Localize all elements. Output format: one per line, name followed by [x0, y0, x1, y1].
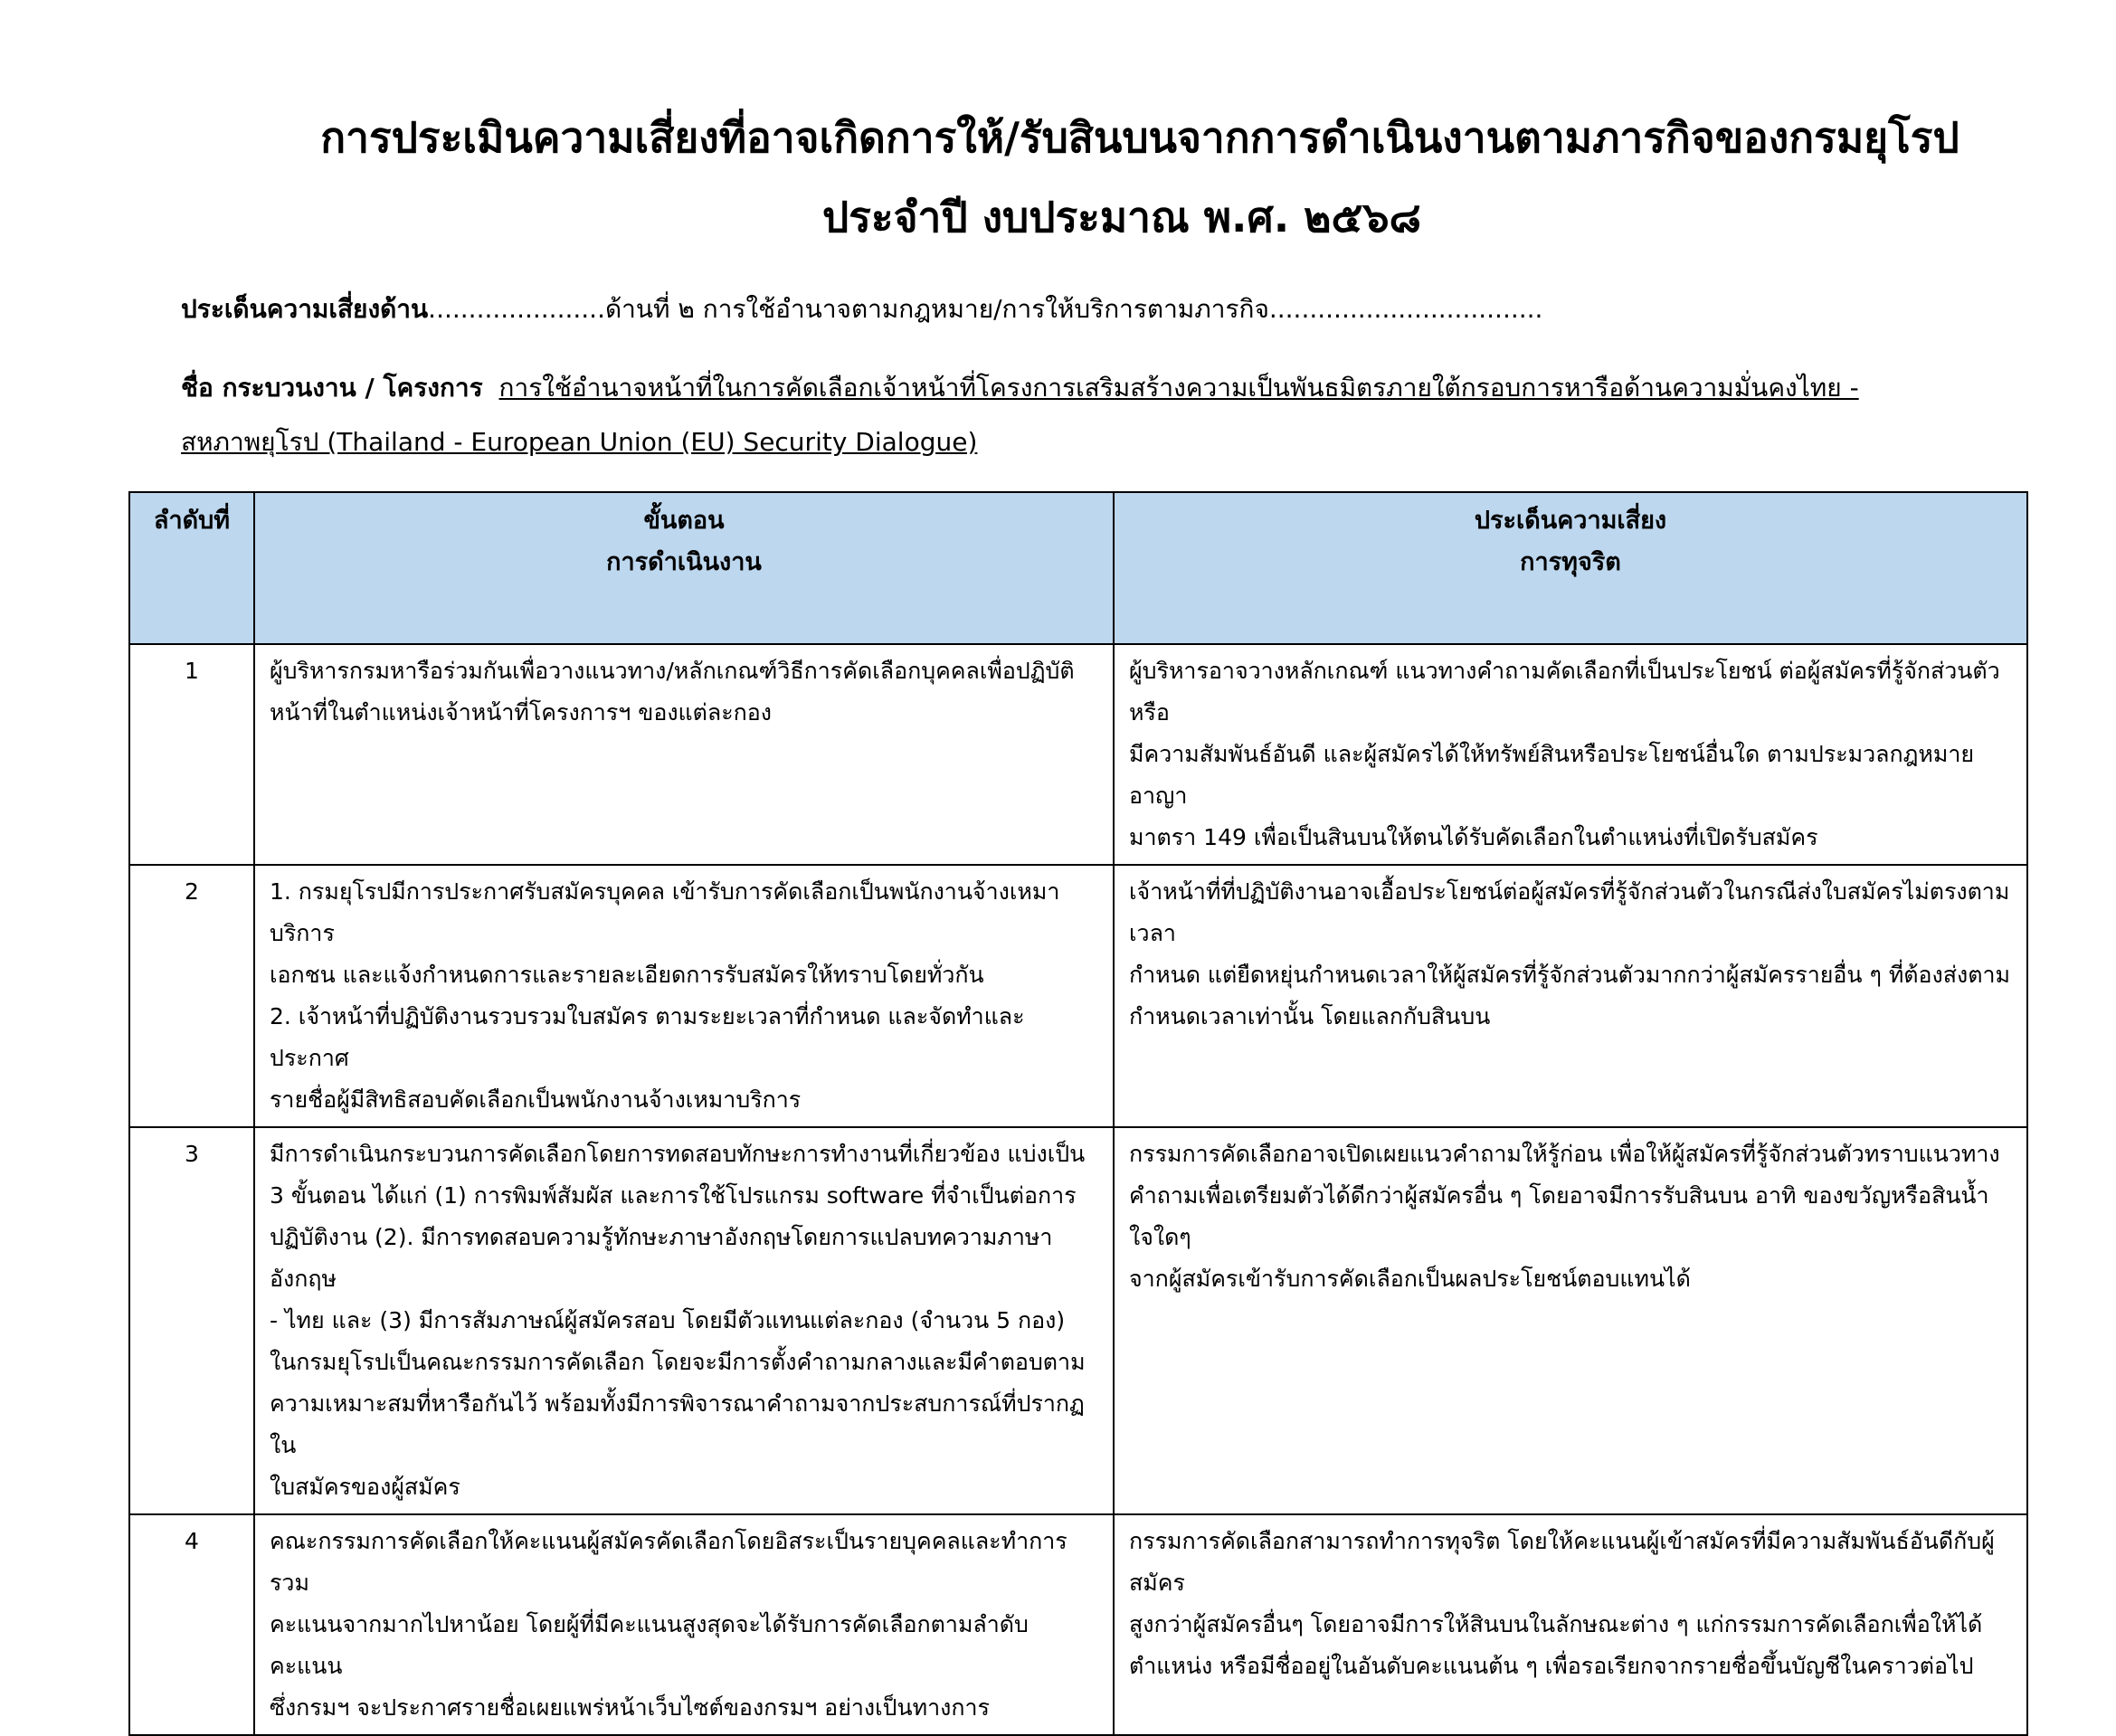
- risk-text-line: กรรมการคัดเลือกอาจเปิดเผยแนวคำถามให้รู้ก่อน เพื่อให้ผู้สมัครที่รู้จักส่วนตัวทราบแนวทาง: [1129, 1141, 2000, 1167]
- step-text-line: 3 ขั้นตอน ได้แก่ (1) การพิมพ์สัมผัส และการใช้โปรแกรม software ที่จำเป็นต่อการ: [270, 1182, 1077, 1209]
- risk-text-line: มาตรา 149 เพื่อเป็นสินบนให้ตนได้รับคัดเลือกในตำแหน่งที่เปิดรับสมัคร: [1129, 824, 1818, 850]
- step-text-line: ผู้บริหารกรมหารือร่วมกันเพื่อวางแนวทาง/หลักเกณฑ์วิธีการคัดเลือกบุคคลเพื่อปฏิบัติ: [270, 658, 1075, 684]
- table-row: [129, 1514, 2027, 1735]
- risk-text-line: จากผู้สมัครเข้ารับการคัดเลือกเป็นผลประโยชน์ตอบแทนได้: [1129, 1266, 1691, 1292]
- step-text-line: รายชื่อผู้มีสิทธิสอบคัดเลือกเป็นพนักงานจ้างเหมาบริการ: [270, 1086, 802, 1113]
- row-number: 3: [129, 1127, 254, 1514]
- risk-text-line: คำถามเพื่อเตรียมตัวได้ดีกว่าผู้สมัครอื่น ๆ โดยอาจมีการรับสินบน อาทิ ของขวัญหรือสินน้ำใจใดๆ: [1129, 1182, 1989, 1250]
- process-value-line1: การใช้อำนาจหน้าที่ในการคัดเลือกเจ้าหน้าที่โครงการเสริมสร้างความเป็นพันธมิตรภายใต้กรอบการหารือด้านความมั่นคงไทย -: [498, 373, 1859, 403]
- risk-area-label: ประเด็นความเสี่ยงด้าน: [181, 294, 429, 324]
- risk-text-line: กำหนด แต่ยืดหยุ่นกำหนดเวลาให้ผู้สมัครที่รู้จักส่วนตัวมากกว่าผู้สมัครรายอื่น ๆ ที่ต้องส่งตาม: [1129, 962, 2010, 988]
- row-risk: [1114, 1514, 2027, 1735]
- row-risk: [1114, 865, 2027, 1127]
- risk-text-line: เจ้าหน้าที่ที่ปฏิบัติงานอาจเอื้อประโยชน์ต่อผู้สมัครที่รู้จักส่วนตัวในกรณีส่งใบสมัครไม่ตรงตามเวลา: [1129, 878, 2010, 946]
- step-text-line: คณะกรรมการคัดเลือกให้คะแนนผู้สมัครคัดเลือกโดยอิสระเป็นรายบุคคลและทำการรวม: [270, 1528, 1067, 1596]
- process-line: [181, 366, 1859, 410]
- step-text-line: ซึ่งกรมฯ จะประกาศรายชื่อเผยแพร่หน้าเว็บไซต์ของกรมฯ อย่างเป็นทางการ: [270, 1694, 990, 1721]
- header-step: ขั้นตอน การดำเนินงาน: [254, 492, 1114, 644]
- process-value-line2: สหภาพยุโรป (Thailand - European Union (EU) Security Dialogue): [181, 427, 978, 457]
- row-number: 2: [129, 865, 254, 1127]
- row-step: [254, 1514, 1114, 1735]
- row-step: [254, 644, 1114, 865]
- risk-text-line: ผู้บริหารอาจวางหลักเกณฑ์ แนวทางคำถามคัดเลือกที่เป็นประโยชน์ ต่อผู้สมัครที่รู้จักส่วนตัวหรือ: [1129, 658, 2000, 726]
- step-text-line: - ไทย และ (3) มีการสัมภาษณ์ผู้สมัครสอบ โดยมีตัวแทนแต่ละกอง (จำนวน 5 กอง): [270, 1307, 1066, 1333]
- step-text-line: ใบสมัครของผู้สมัคร: [270, 1474, 460, 1500]
- risk-text-line: กำหนดเวลาเท่านั้น โดยแลกกับสินบน: [1129, 1003, 1491, 1029]
- risk-area-value: ......................ด้านที่ ๒ การใช้อำนาจตามกฎหมาย/การให้บริการตามภารกิจ..................................: [428, 294, 1543, 324]
- step-text-line: เอกชน และแจ้งกำหนดการและรายละเอียดการรับสมัครให้ทราบโดยทั่วกัน: [270, 962, 984, 988]
- row-step: [254, 1127, 1114, 1514]
- table-header-row: [129, 492, 2027, 644]
- header-risk: ประเด็นความเสี่ยง การทุจริต: [1114, 492, 2027, 644]
- step-text-line: 2. เจ้าหน้าที่ปฏิบัติงานรวบรวมใบสมัคร ตามระยะเวลาที่กำหนด และจัดทำและประกาศ: [270, 1003, 1025, 1071]
- risk-text-line: มีความสัมพันธ์อันดี และผู้สมัครได้ให้ทรัพย์สินหรือประโยชน์อื่นใด ตามประมวลกฎหมายอาญา: [1129, 741, 1975, 809]
- row-number: 1: [129, 644, 254, 865]
- step-text-line: มีการดำเนินกระบวนการคัดเลือกโดยการทดสอบทักษะการทำงานที่เกี่ยวข้อง แบ่งเป็น: [270, 1141, 1086, 1167]
- step-text-line: ปฏิบัติงาน (2). มีการทดสอบความรู้ทักษะภาษาอังกฤษโดยการแปลบทความภาษาอังกฤษ: [270, 1224, 1053, 1292]
- table-row: [129, 644, 2027, 865]
- row-risk: [1114, 1127, 2027, 1514]
- step-text-line: คะแนนจากมากไปหาน้อย โดยผู้ที่มีคะแนนสูงสุดจะได้รับการคัดเลือกตามลำดับคะแนน: [270, 1611, 1029, 1679]
- risk-area-line: [181, 288, 1542, 331]
- document-title-line1: การประเมินความเสี่ยงที่อาจเกิดการให้/รับสินบนจากการดำเนินงานตามภารกิจของกรมยุโรป: [320, 113, 1959, 162]
- header-order: ลำดับที่: [129, 492, 254, 644]
- step-text-line: ในกรมยุโรปเป็นคณะกรรมการคัดเลือก โดยจะมีการตั้งคำถามกลางและมีคำตอบตาม: [270, 1349, 1086, 1375]
- row-number: 4: [129, 1514, 254, 1735]
- risk-text-line: ตำแหน่ง หรือมีชื่ออยู่ในอันดับคะแนนต้น ๆ เพื่อรอเรียกจากรายชื่อขึ้นบัญชีในคราวต่อไป: [1129, 1653, 1974, 1679]
- row-risk: [1114, 644, 2027, 865]
- table-row: [129, 1127, 2027, 1514]
- step-text-line: 1. กรมยุโรปมีการประกาศรับสมัครบุคคล เข้ารับการคัดเลือกเป็นพนักงานจ้างเหมาบริการ: [270, 878, 1060, 946]
- risk-assessment-table: [128, 491, 2028, 1736]
- risk-text-line: สูงกว่าผู้สมัครอื่นๆ โดยอาจมีการให้สินบนในลักษณะต่าง ๆ แก่กรรมการคัดเลือกเพื่อให้ได้: [1129, 1611, 1983, 1637]
- process-label: ชื่อ กระบวนงาน / โครงการ: [181, 373, 483, 403]
- row-step: [254, 865, 1114, 1127]
- risk-text-line: กรรมการคัดเลือกสามารถทำการทุจริต โดยให้คะแนนผู้เข้าสมัครที่มีความสัมพันธ์อันดีกับผู้สมัคร: [1129, 1528, 1995, 1596]
- process-line-2: [181, 421, 977, 464]
- document-title-line2: ประจำปี งบประมาณ พ.ศ. ๒๕๖๘: [821, 193, 1422, 242]
- table-row: [129, 865, 2027, 1127]
- step-text-line: ความเหมาะสมที่หารือกันไว้ พร้อมทั้งมีการพิจารณาคำถามจากประสบการณ์ที่ปรากฏใน: [270, 1390, 1085, 1458]
- step-text-line: หน้าที่ในตำแหน่งเจ้าหน้าที่โครงการฯ ของแต่ละกอง: [270, 699, 773, 726]
